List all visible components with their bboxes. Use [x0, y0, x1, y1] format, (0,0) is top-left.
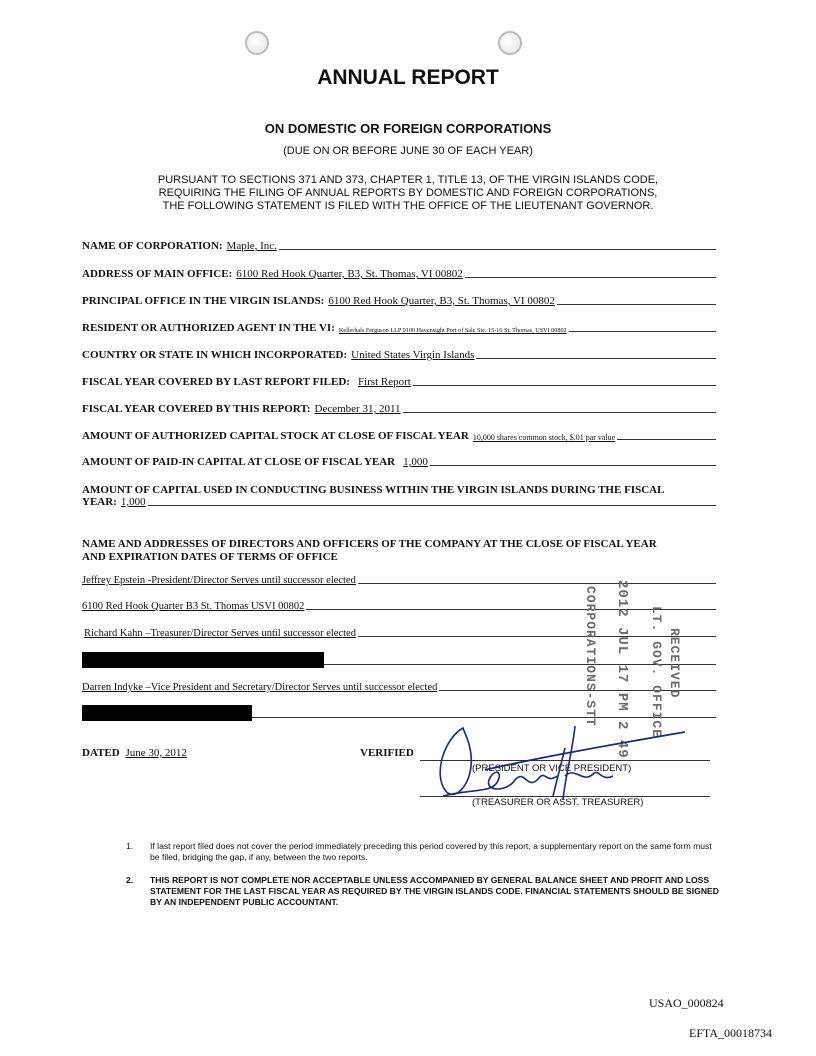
field-label: NAME OF CORPORATION: [82, 240, 223, 252]
field-label: YEAR: [82, 496, 117, 508]
signature-role-2: (TREASURER OR ASST. TREASURER) [472, 797, 644, 808]
field-value: Maple, Inc. [226, 240, 277, 252]
field-value: 6100 Red Hook Quarter, B3, St. Thomas, VI 00802 [236, 268, 463, 280]
received-stamp-date: 2012 JUL 17 PM 2 49 [614, 580, 630, 759]
field-value: Kellerhals Ferguson LLP 9100 Havensight Port of Sale Ste. 15-16 St. Thomas, USVI 00802 [338, 327, 567, 334]
bates-number-usao: USAO_000824 [649, 996, 724, 1010]
underline [413, 384, 716, 386]
underline [557, 303, 716, 305]
punch-hole-right [498, 31, 522, 55]
field-label: PRINCIPAL OFFICE IN THE VIRGIN ISLANDS: [82, 295, 325, 307]
field-this-report-year [82, 403, 718, 415]
dated-field [82, 747, 187, 759]
handwritten-signature [415, 718, 705, 813]
note-text: If last report filed does not cover the period immediately preceding this period covered by this report, a supplementary report on the same form must be filed, bridging the gap, if any, between the two reports. [150, 841, 712, 862]
note-text: THIS REPORT IS NOT COMPLETE NOR ACCEPTABLE UNLESS ACCOMPANIED BY GENERAL BALANCE SHEET AND PROFIT AND LOSS STATEMENT FOR THE LAST FISCAL YEAR AS REQUIRED BY THE VIRGIN ISLANDS CODE. FINANCIAL STATEMENTS SHOULD BE SIGNED BY AN INDEPENDENT PUBLIC ACCOUNTANT. [150, 875, 719, 907]
underline [465, 276, 716, 278]
pursuant-statement [0, 174, 816, 213]
dated-label: DATED [82, 747, 120, 759]
director-entry: Darren Indyke –Vice President and Secretary/Director Serves until successor elected [82, 682, 438, 693]
signature-role-1: (PRESIDENT OR VICE PRESIDENT) [472, 763, 632, 774]
field-country-incorporated [82, 349, 718, 361]
field-label: RESIDENT OR AUTHORIZED AGENT IN THE VI: [82, 322, 335, 334]
field-value: 1,000 [403, 456, 428, 468]
field-label: FISCAL YEAR COVERED BY LAST REPORT FILED: [82, 376, 350, 388]
underline [617, 438, 716, 440]
field-value: 1,000 [120, 496, 146, 508]
due-date-note: (DUE ON OR BEFORE JUNE 30 OF EACH YEAR) [283, 145, 533, 157]
director-entry: Jeffrey Epstein -President/Director Serves until successor elected [82, 575, 356, 586]
field-label: AMOUNT OF PAID-IN CAPITAL AT CLOSE OF FISCAL YEAR [82, 456, 396, 468]
bates-number-efta: EFTA_00018734 [689, 1026, 773, 1040]
verified-label: VERIFIED [360, 747, 414, 759]
field-value: United States Virgin Islands [351, 349, 475, 361]
underline [569, 330, 716, 332]
field-value: 10,000 shares common stock, $.01 par value [472, 433, 616, 442]
underline [476, 357, 716, 359]
field-value: December 31, 2011 [314, 403, 401, 415]
received-stamp-dept: CORPORATIONS-STT [583, 586, 598, 727]
field-corporation-name [82, 240, 718, 252]
redaction-bar [82, 652, 324, 668]
pursuant-line: PURSUANT TO SECTIONS 371 AND 373, CHAPTER 1, TITLE 13, OF THE VIRGIN ISLANDS CODE, [157, 174, 659, 186]
underline [403, 411, 716, 413]
note-number: 2. [126, 875, 134, 885]
field-value: First Report [357, 376, 411, 388]
underline [148, 504, 716, 506]
field-authorized-capital [82, 430, 718, 442]
director-entry: 6100 Red Hook Quarter B3 St. Thomas USVI 00802 [82, 601, 305, 612]
field-label: FISCAL YEAR COVERED BY THIS REPORT: [82, 403, 311, 415]
pursuant-line: THE FOLLOWING STATEMENT IS FILED WITH THE OFFICE OF THE LIEUTENANT GOVERNOR. [162, 200, 654, 212]
field-label: AMOUNT OF AUTHORIZED CAPITAL STOCK AT CLOSE OF FISCAL YEAR [82, 430, 469, 442]
directors-heading-line: NAME AND ADDRESSES OF DIRECTORS AND OFFICERS OF THE COMPANY AT THE CLOSE OF FISCAL YEAR [82, 538, 657, 550]
underline [279, 248, 716, 250]
directors-heading-line: AND EXPIRATION DATES OF TERMS OF OFFICE [82, 551, 338, 563]
field-resident-agent [82, 322, 718, 334]
directors-heading [82, 538, 657, 564]
field-capital-used [82, 496, 718, 508]
received-stamp-office: LT. GOV. OFFICE [649, 606, 664, 739]
underline [358, 583, 716, 584]
note-number: 1. [126, 841, 134, 851]
field-capital-used-label: AMOUNT OF CAPITAL USED IN CONDUCTING BUSINESS WITHIN THE VIRGIN ISLANDS DURING THE FISCAL [82, 484, 665, 496]
document-title: ANNUAL REPORT [317, 66, 499, 89]
field-principal-office [82, 295, 718, 307]
underline [430, 464, 716, 466]
pursuant-line: REQUIRING THE FILING OF ANNUAL REPORTS BY DOMESTIC AND FOREIGN CORPORATIONS, [158, 187, 658, 199]
field-value: 6100 Red Hook Quarter, B3, St. Thomas, VI 00802 [328, 295, 555, 307]
field-label: COUNTRY OR STATE IN WHICH INCORPORATED: [82, 349, 348, 361]
punch-hole-left [245, 31, 269, 55]
redaction-bar [82, 705, 252, 721]
director-entry: Richard Kahn –Treasurer/Director Serves until successor elected [84, 628, 356, 639]
field-paid-in-capital [82, 456, 718, 468]
document-subtitle: ON DOMESTIC OR FOREIGN CORPORATIONS [264, 121, 552, 136]
field-last-report-year [82, 376, 718, 388]
dated-value: June 30, 2012 [125, 747, 187, 759]
field-label: ADDRESS OF MAIN OFFICE: [82, 268, 233, 280]
field-main-office-address [82, 268, 718, 280]
received-stamp-received: RECEIVED [667, 628, 682, 699]
